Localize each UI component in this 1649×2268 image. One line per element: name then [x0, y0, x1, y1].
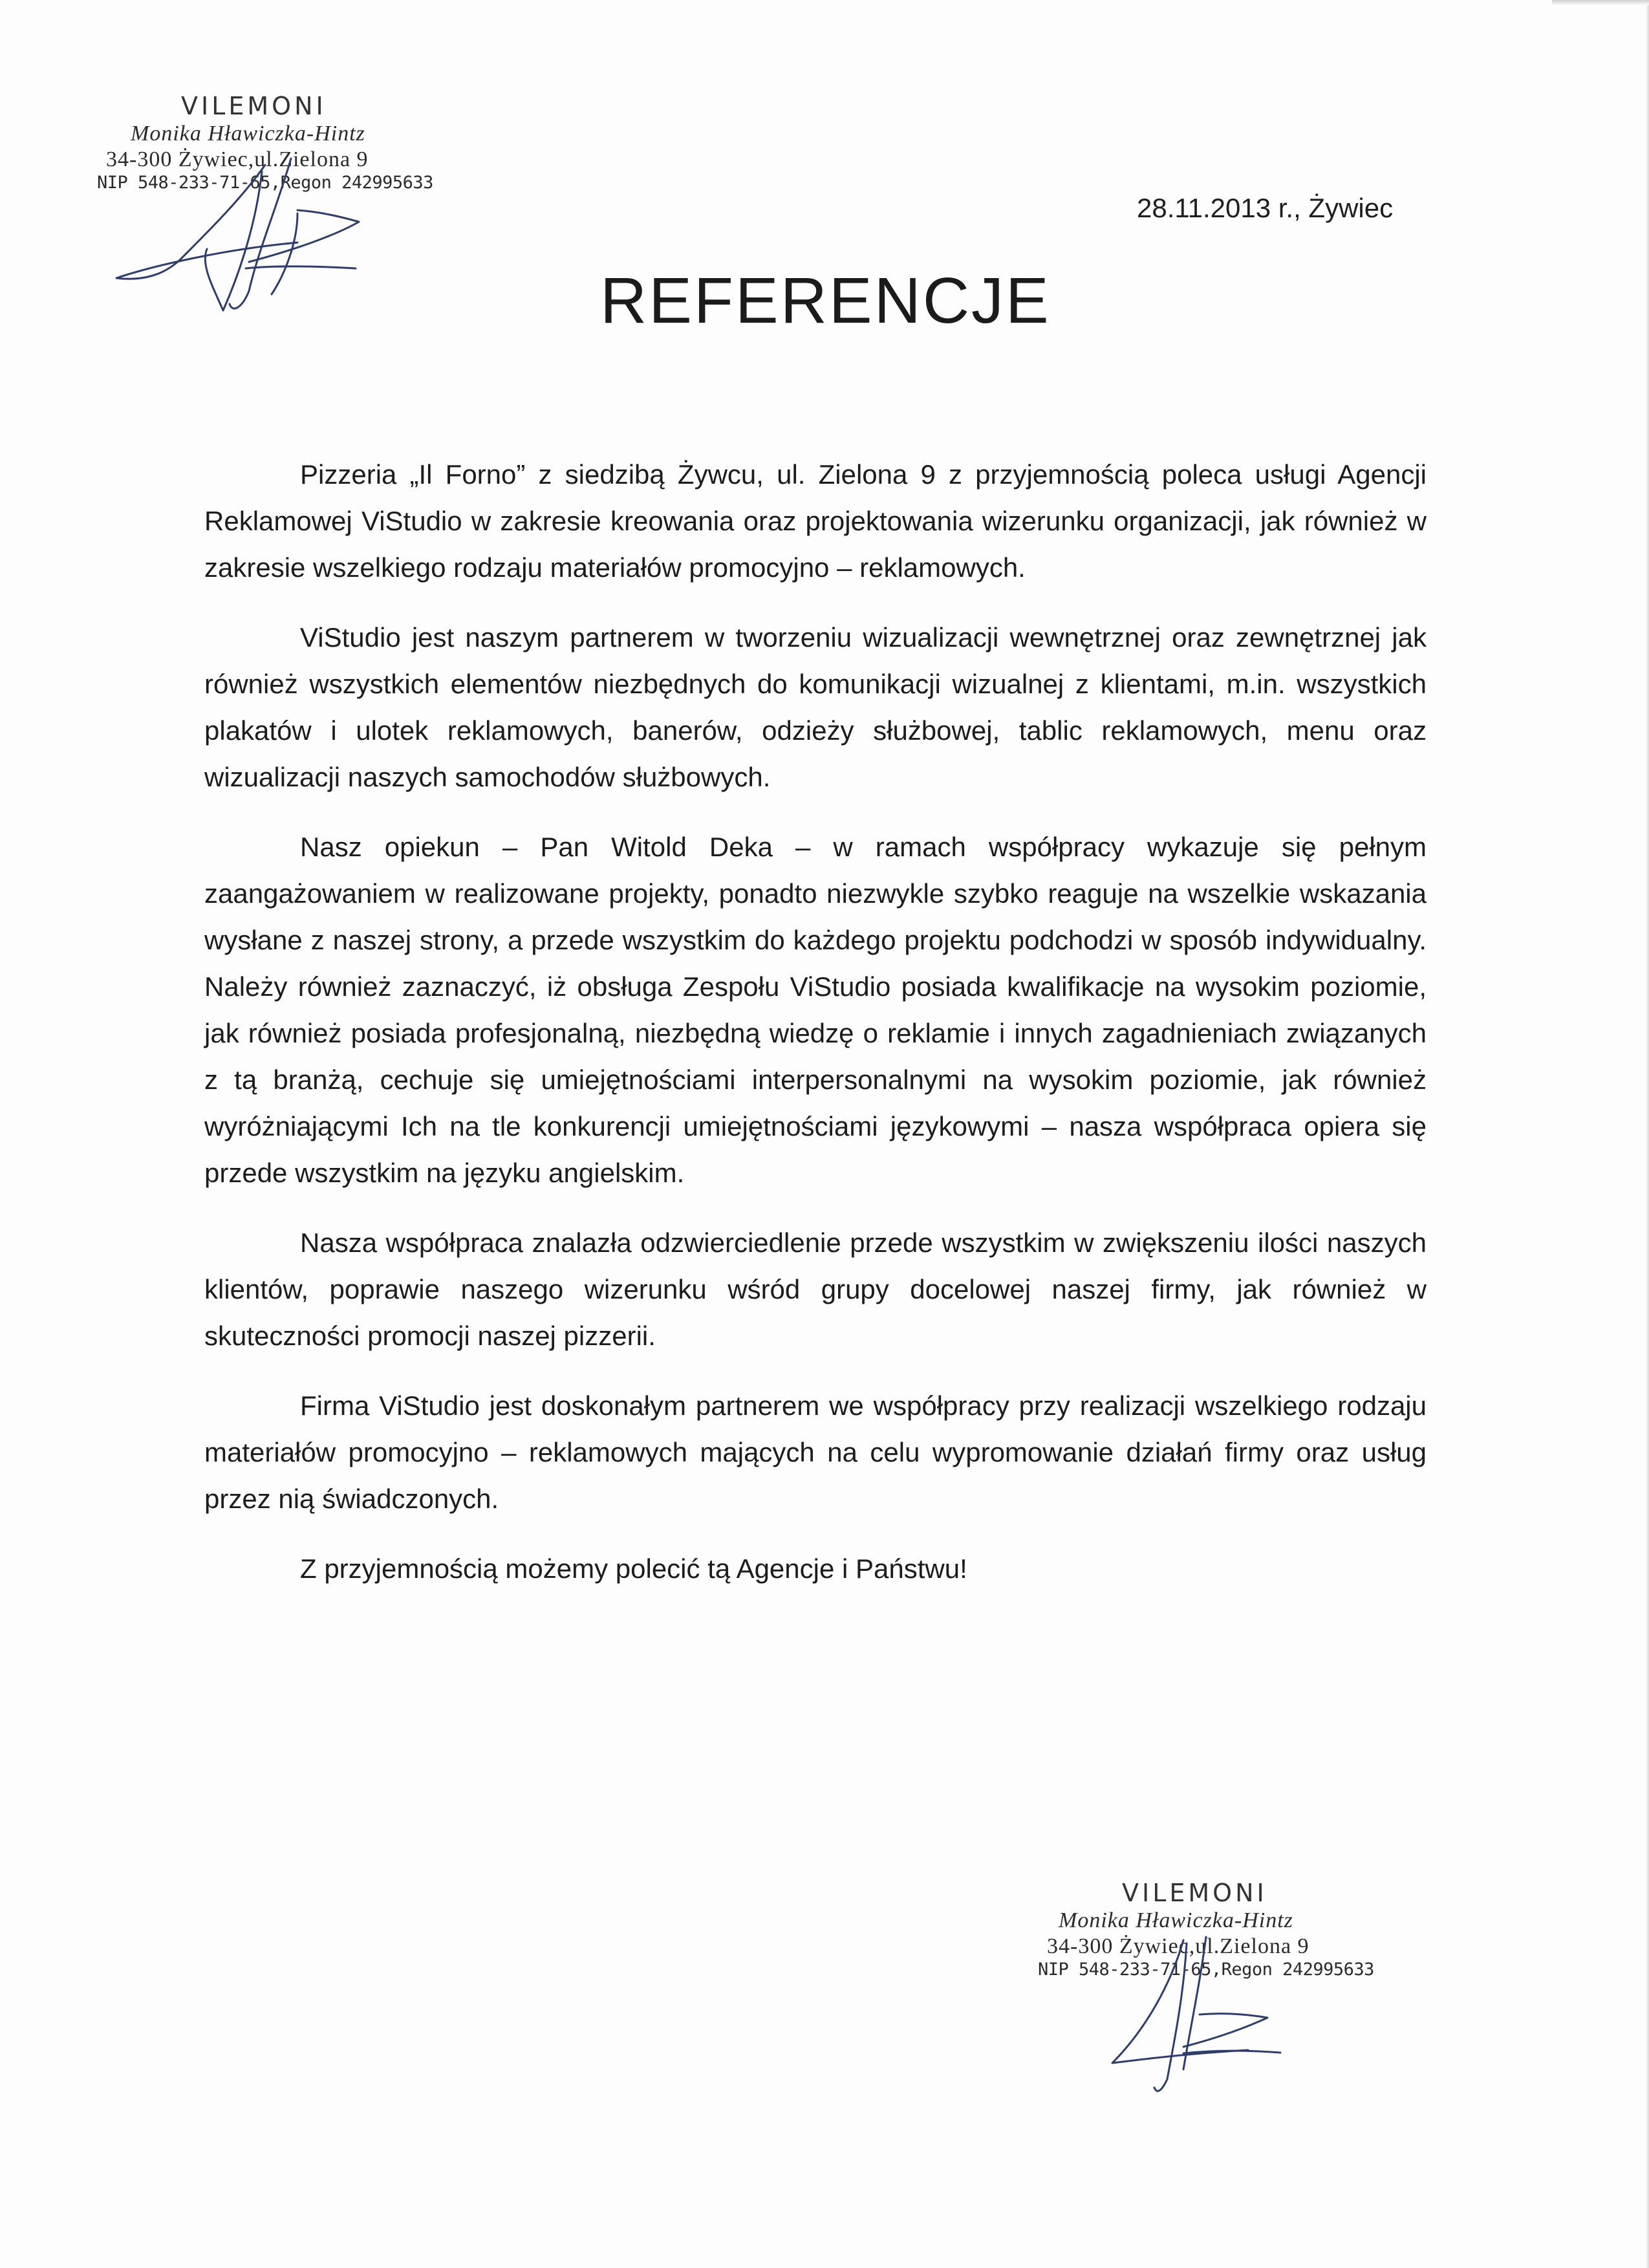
signature-top — [103, 152, 440, 346]
place-date: 28.11.2013 r., Żywiec — [1137, 193, 1394, 223]
paragraph: Nasz opiekun – Pan Witold Deka – w ramach współpracy wykazuje się pełnym zaangażowaniem w realizowane projekty, ponadto niezwykle szybko reaguje na wszelkie wskazania wysłane z naszej strony, a przede wszystkim do każdego projektu podchodzi w sposób indywidualny. Należy również zaznaczyć, iż obsługa Zespołu ViStudio posiada kwalifikacje na wysokim poziomie, jak również posiada profesjonalną, niezbędną wiedzę o reklamie i innych zagadnieniach związanych z tą branżą, cechuje się umiejętnościami interpersonalnymi na wysokim poziomie, jak również wyróżniającymi Ich na tle konkurencji umiejętnościami językowymi – nasza współpraca opiera się przede wszystkim na języku angielskim. — [204, 832, 1427, 1188]
paragraph: Pizzeria „Il Forno” z siedzibą Żywcu, ul. Zielona 9 z przyjemnością poleca usługi Agencji Reklamowej ViStudio w zakresie kreowania oraz projektowania wizerunku organizacji, jak również w zakresie wszelkiego rodzaju materiałów promocyjno – reklamowych. — [204, 459, 1427, 583]
paragraph: Nasza współpraca znalazła odzwierciedlenie przede wszystkim w zwiększeniu ilości naszych klientów, poprawie naszego wizerunku wśród grupy docelowej naszej firmy, jak również w skuteczności promocji naszej pizzerii. — [204, 1227, 1427, 1351]
closing-sentence: Z przyjemnością możemy polecić tą Agencje i Państwu! — [300, 1553, 967, 1584]
stamp-tax-ids: NIP 548-233-71-65,Regon 242995633 — [1038, 1960, 1374, 1980]
scan-edge-right — [1646, 0, 1649, 2268]
page-title: REFERENCJE — [600, 265, 1051, 337]
stamp-owner-name: Monika Hławiczka-Hintz — [131, 121, 365, 146]
scan-edge-top — [1552, 0, 1649, 5]
stamp-address: 34-300 Żywiec,ul.Zielona 9 — [106, 147, 369, 171]
stamp-company-name: VILEMONI — [181, 92, 327, 120]
signature-bottom — [1086, 1927, 1345, 2121]
stamp-owner-name: Monika Hławiczka-Hintz — [1059, 1908, 1293, 1932]
stamp-tax-ids: NIP 548-233-71-65,Regon 242995633 — [97, 173, 433, 193]
paragraph: ViStudio jest naszym partnerem w tworzeniu wizualizacji wewnętrznej oraz zewnętrznej jak również wszystkich elementów niezbędnych do komunikacji wizualnej z klientami, m.in. wszystkich plakatów i ulotek reklamowych, banerów, odzieży służbowej, tablic reklamowych, menu oraz wizualizacji naszych samochodów służbowych. — [204, 622, 1427, 792]
paragraph: Firma ViStudio jest doskonałym partnerem we współpracy przy realizacji wszelkiego rodzaju materiałów promocyjno – reklamowych mających na celu wypromowanie działań firmy oraz usług przez nią świadczonych. — [204, 1390, 1427, 1514]
stamp-address: 34-300 Żywiec,ul.Zielona 9 — [1047, 1934, 1310, 1958]
letter-body — [204, 451, 1427, 1615]
stamp-company-name: VILEMONI — [1122, 1879, 1267, 1907]
